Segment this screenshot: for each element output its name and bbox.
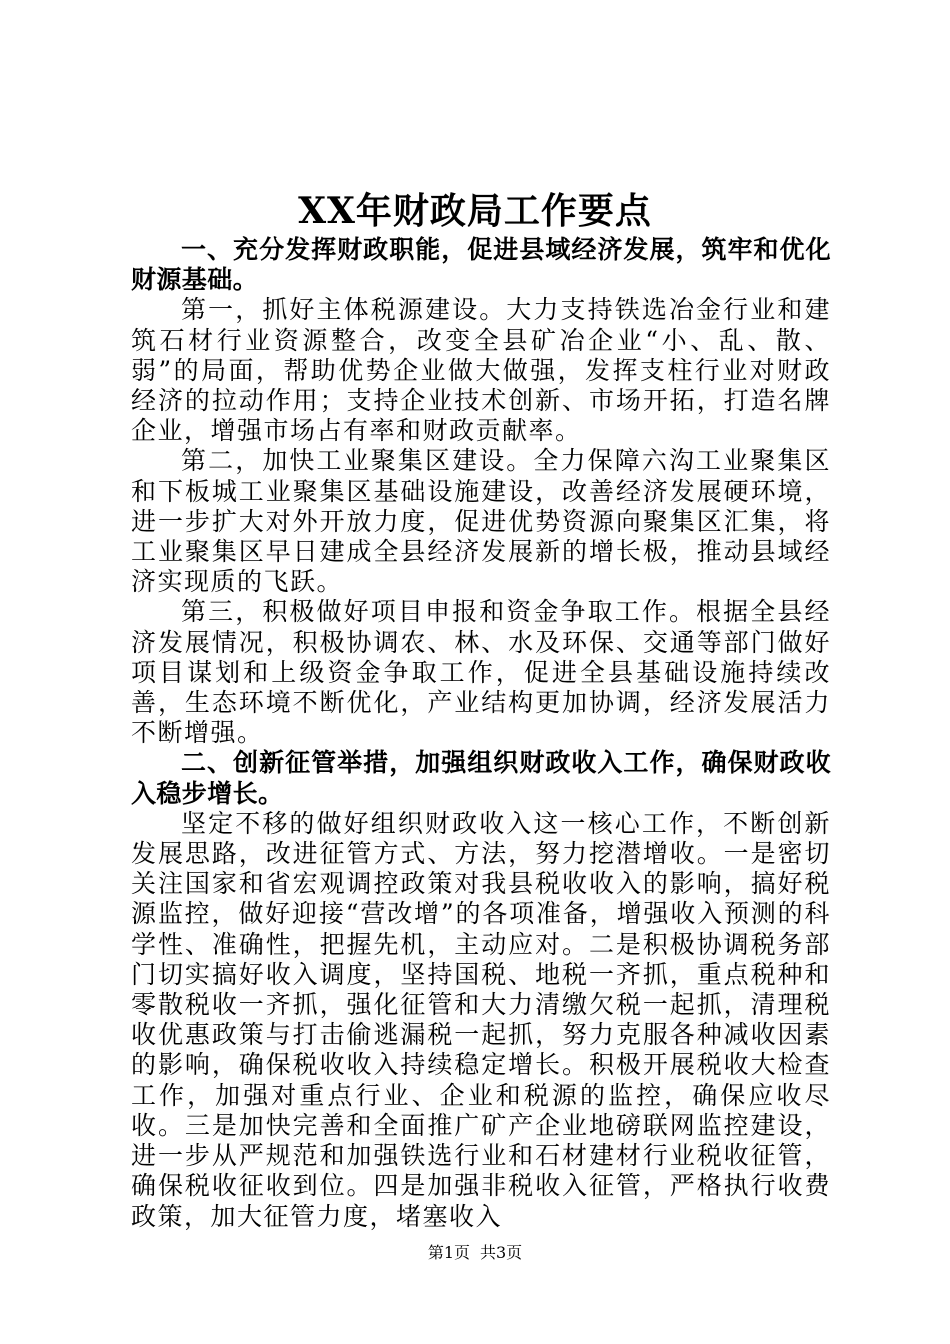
paragraph-4: 坚定不移的做好组织财政收入这一核心工作，不断创新发展思路，改进征管方式、方法，努力挖潜增收。一是密切关注国家和省宏观调控政策对我县税收收入的影响，搞好税源监控，做好迎接“营改增”的各项准备，增强收入预测的科学性、准确性，把握先机，主动应对。二是积极协调税务部门切实搞好收入调度，坚持国税、地税一齐抓，重点税种和零散税收一齐抓，强化征管和大力清缴欠税一起抓，清理税收优惠政策与打击偷逃漏税一起抓，努力克服各种减收因素的影响，确保税收收入持续稳定增长。积极开展税收大检查工作，加强对重点行业、企业和税源的监控，确保应收尽收。三是加快完善和全面推广矿产企业地磅联网监控建设，进一步从严规范和加强铁选行业和石材建材行业税收征管，确保税收征收到位。四是加强非税收入征管，严格执行收费政策，加大征管力度，堵塞收入 [131, 808, 831, 1231]
document-body [131, 235, 831, 1232]
section-heading-1: 一、充分发挥财政职能，促进县域经济发展，筑牢和优化财源基础。 [131, 235, 831, 295]
paragraph-2: 第二，加快工业聚集区建设。全力保障六沟工业聚集区和下板城工业聚集区基础设施建设，改善经济发展硬环境，进一步扩大对外开放力度，促进优势资源向聚集区汇集，将工业聚集区早日建成全县经济发展新的增长极，推动县域经济实现质的飞跃。 [131, 446, 831, 597]
paragraph-1: 第一，抓好主体税源建设。大力支持铁选冶金行业和建筑石材行业资源整合，改变全县矿冶企业“小、乱、散、弱”的局面，帮助优势企业做大做强，发挥支柱行业对财政经济的拉动作用；支持企业技术创新、市场开拓，打造名牌企业，增强市场占有率和财政贡献率。 [131, 295, 831, 446]
document-title: XX年财政局工作要点 [298, 190, 652, 232]
paragraph-3: 第三，积极做好项目申报和资金争取工作。根据全县经济发展情况，积极协调农、林、水及环保、交通等部门做好项目谋划和上级资金争取工作，促进全县基础设施持续改善，生态环境不断优化，产业结构更加协调，经济发展活力不断增强。 [131, 597, 831, 748]
page-number-total: 共3页 [480, 1243, 523, 1262]
page-number-current: 第1页 [427, 1243, 470, 1262]
section-heading-2: 二、创新征管举措，加强组织财政收入工作，确保财政收入稳步增长。 [131, 748, 831, 808]
page-footer [0, 1243, 950, 1263]
